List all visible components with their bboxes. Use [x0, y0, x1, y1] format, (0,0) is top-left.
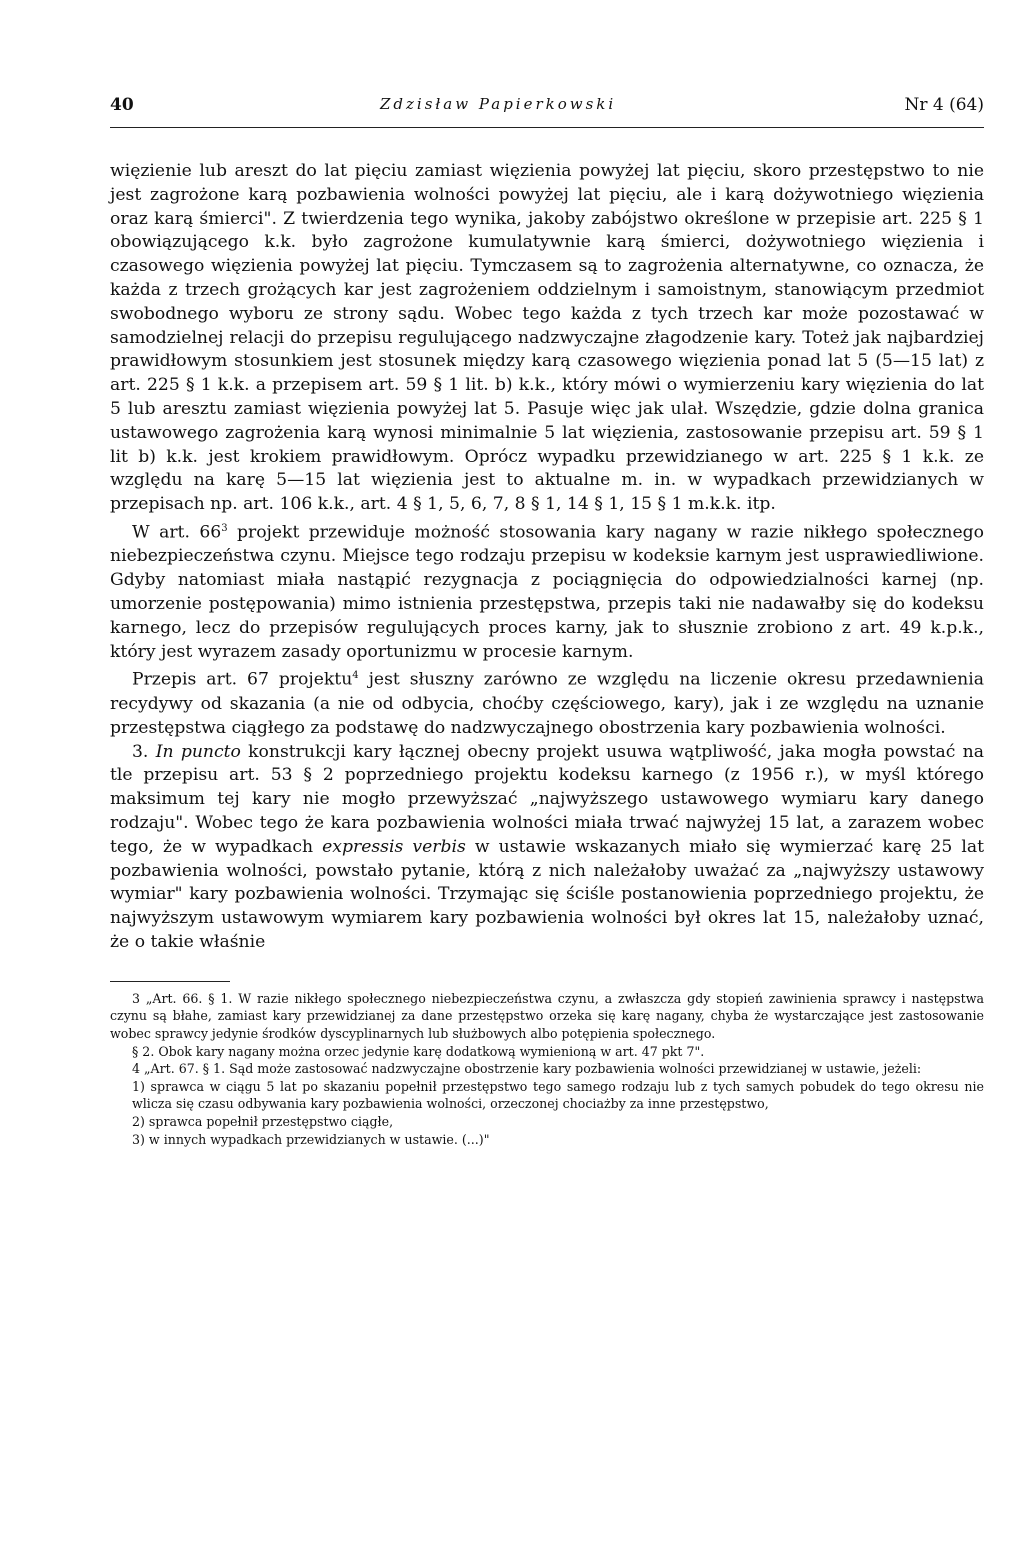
- issue-number: Nr 4 (64): [904, 95, 984, 115]
- footnote-ref-3: 3: [221, 522, 228, 534]
- paragraph-3: Przepis art. 67 projektu$^4$ jest słuszny zarówno ze względu na liczenie okresu przedawnienia recydywy od skazania (a nie od odbycia, choćby częściowego, kary), jak i ze względu na uznanie przestępstwa ciągłego za podstawę do nadzwyczajnego obostrzenia kary pozbawienia wolności.: [110, 670, 984, 738]
- main-text: [110, 160, 984, 955]
- footnote-3: 3 „Art. 66. § 1. W razie nikłego społecznego niebezpieczeństwa czynu, a zwłaszcza gdy stopień zawinienia sprawcy i następstwa czynu są błahe, zamiast kary przewidzianej za dane przestępstwo orzeka się karę nagany, chyba że wystarczające jest zastosowanie wobec sprawcy jedynie środków dyscyplinarnych lub służbowych albo potępienia społecznego.: [110, 990, 984, 1041]
- footnote-ref-4: 4: [352, 670, 359, 682]
- page-header: [110, 95, 984, 128]
- paragraph-1: więzienie lub areszt do lat pięciu zamiast więzienia powyżej lat pięciu, skoro przestępstwo to nie jest zagrożone karą pozbawienia wolności powyżej lat pięciu, ale i karą dożywotniego więzienia oraz karą śmierci". Z twierdzenia tego wynika, jakoby zabójstwo określone w przepisie art. 225 § 1 obowiązującego k.k. było zagrożone kumulatywnie karą śmierci, dożywotniego więzienia i czasowego więzienia powyżej lat pięciu. Tymczasem są to zagrożenia alternatywne, co oznacza, że każda z trzech grożących kar jest zagrożeniem oddzielnym i samoistnym, stanowiącym przedmiot swobodnego wyboru ze strony sądu. Wobec tego każda z tych trzech kar może pozostawać w samodzielnej relacji do przepisu regulującego nadzwyczajne złagodzenie kary. Toteż jak najbardziej prawidłowym stosunkiem jest stosunek między karą czasowego więzienia ponad lat 5 (5—15 lat) z art. 225 § 1 k.k. a przepisem art. 59 § 1 lit. b) k.k., który mówi o wymierzeniu kary więzienia do lat 5 lub aresztu zamiast więzienia powyżej lat 5. Pasuje więc jak ulał. Wszędzie, gdzie dolna granica ustawowego zagrożenia karą wynosi minimalnie 5 lat więzienia, zastosowanie przepisu art. 59 § 1 lit b) k.k. jest krokiem prawidłowym. Oprócz wypadku przewidzianego w art. 225 § 1 k.k. ze względu na karę 5—15 lat więzienia jest to aktualne m. in. w wypadkach przewidzianych w przepisach np. art. 106 k.k., art. 4 § 1, 5, 6, 7, 8 § 1, 14 § 1, 15 § 1 m.k.k. itp.: [110, 161, 984, 515]
- footnote-4-item-2: 2) sprawca popełnił przestępstwo ciągłe,: [132, 1113, 394, 1129]
- footnote-4: 4 „Art. 67. § 1. Sąd może zastosować nadzwyczajne obostrzenie kary pozbawienia wolności przewidzianej w ustawie, jeżeli:: [132, 1061, 922, 1077]
- footnote-3-paragraph-2: § 2. Obok kary nagany można orzec jedynie karę dodatkową wymienioną w art. 47 pkt 7".: [132, 1043, 705, 1059]
- paragraph-4: 3. In puncto konstrukcji kary łącznej obecny projekt usuwa wątpliwość, jaka mogła powstać na tle przepisu art. 53 § 2 poprzedniego projektu kodeksu karnego (z 1956 r.), w myśl którego maksimum tej kary nie mogło przewyższać „najwyższego ustawowego wymiaru kary danego rodzaju". Wobec tego że kara pozbawienia wolności miała trwać najwyżej 15 lat, a zarazem wobec tego, że w wypadkach expressis verbis w ustawie wskazanych miało się wymierzać karę 25 lat pozbawienia wolności, powstało pytanie, którą z nich należałoby uważać za „najwyższy ustawowy wymiar" kary pozbawienia wolności. Trzymając się ściśle postanowienia poprzedniego projektu, że najwyższym ustawowym wymiarem kary pozbawienia wolności był okres lat 15, należałoby uznać, że o takie właśnie: [110, 741, 985, 952]
- document-page: [110, 95, 984, 1148]
- footnote-separator: [110, 981, 230, 982]
- footnote-4-item-3: 3) w innych wypadkach przewidzianych w ustawie. (...)": [132, 1131, 490, 1147]
- footnotes: [110, 990, 984, 1148]
- running-title: Zdzisław Papierkowski: [380, 95, 617, 113]
- footnote-4-item-1: 1) sprawca w ciągu 5 lat po skazaniu popełnił przestępstwo tego samego rodzaju lub z tych samych pobudek do tego okresu nie wlicza się czasu odbywania kary pozbawienia wolności, orzeczonej chociażby za inne przestępstwo,: [132, 1078, 984, 1112]
- paragraph-2: W art. $66^3$ projekt przewiduje możność stosowania kary nagany w razie nikłego społecznego niebezpieczeństwa czynu. Miejsce tego rodzaju przepisu w kodeksie karnym jest usprawiedliwione. Gdyby natomiast miała nastąpić rezygnacja z pociągnięcia do odpowiedzialności karnej (np. umorzenie postępowania) mimo istnienia przestępstwa, przepis taki nie nadawałby się do kodeksu karnego, lecz do przepisów regulujących proces karny, jak to słusznie zrobiono z art. 49 k.p.k., który jest wyrazem zasady oportunizmu w procesie karnym.: [110, 522, 984, 662]
- page-number: 40: [110, 95, 134, 115]
